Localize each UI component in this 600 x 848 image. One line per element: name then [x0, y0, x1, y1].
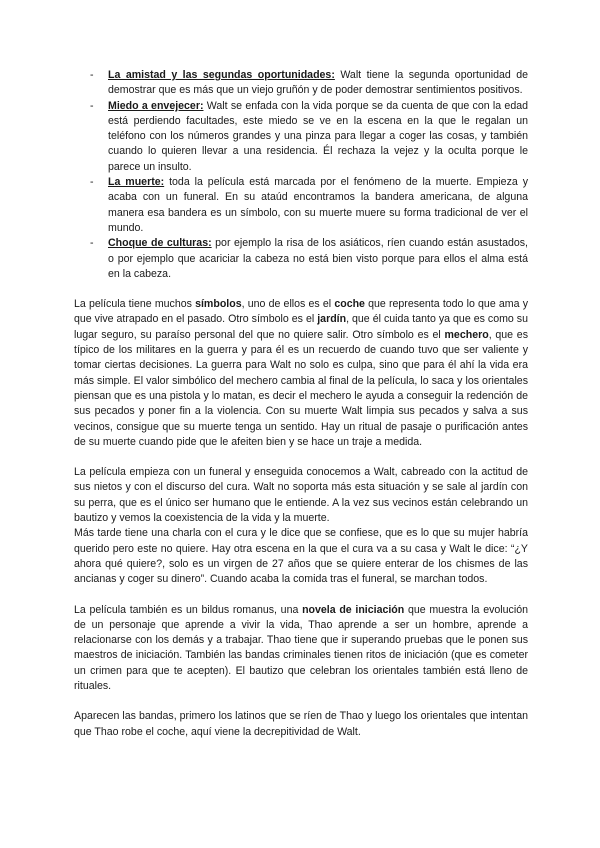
bullet-term: Miedo a envejecer:: [108, 99, 204, 112]
bullet-text: toda la película está marcada por el fenómeno de la muerte. Empieza y acaba con un funeral. En su ataúd encontramos la bandera americana, de alguna manera esa bandera es un símbolo, con su muerte muere su forma tradicional de ver el mundo.: [108, 176, 528, 234]
bullet-dash: -: [90, 99, 94, 112]
bullet-term: Choque de culturas:: [108, 237, 212, 250]
list-item: [74, 68, 528, 99]
paragraph-gangs: Aparecen las bandas, primero los latinos que se ríen de Thao y luego los orientales que intentan que Thao robe el coche, aquí viene la decrepitividad de Walt.: [74, 710, 528, 738]
bullet-term: La muerte:: [108, 176, 165, 189]
keyword-car: coche: [334, 298, 365, 311]
list-item: [74, 175, 528, 236]
keyword-symbols: símbolos: [195, 298, 242, 311]
keyword-lighter: mechero: [444, 328, 489, 341]
bullet-text: por ejemplo la risa de los asiáticos, ríen cuando están asustados, o por ejemplo que acariciar la cabeza no está bien visto porque para ellos el alma está en la cabeza.: [108, 237, 528, 280]
bullet-dash: -: [90, 237, 94, 250]
paragraph-funeral: La película empieza con un funeral y enseguida conocemos a Walt, cabreado con la actitud de sus nietos y con el discurso del cura. Walt no soporta más esta situación y se sale al jardín con su perra, que es el único ser humano que le entiende. A la vez sus vecinos están celebrando un bautizo y vemos la coexistencia de la vida y la muerte.: [74, 466, 528, 525]
keyword-initiation-novel: novela de iniciación: [302, 603, 405, 616]
document-body: [74, 68, 528, 740]
bullet-dash: -: [90, 176, 94, 189]
keyword-garden: jardín: [317, 313, 347, 326]
paragraph-priest: Más tarde tiene una charla con el cura y le dice que se confiese, que es lo que su mujer habría querido pero este no quiere. Hay otra escena en la que el cura va a su casa y Walt le dice: “¿Y ahora qué quiere?, solo es un virgen de 27 años que se quiere enterar de los chismes de las ancianas y coger su dinero”. Cuando acaba la comida tras el funeral, se marchan todos.: [74, 527, 528, 586]
bullet-text: Walt se enfada con la vida porque se da cuenta de que con la edad está perdiendo facultades, este miedo se ve en la escena en la que le regalan un teléfono con los números grandes y una pinza para llegar a coger las cosas, y también cuando lo quieren llevar a una residencia. Él rechaza la vejez y la oculta porque le parece un insulto.: [108, 99, 528, 173]
bullet-term: La amistad y las segundas oportunidades:: [108, 69, 335, 81]
themes-list: [74, 68, 528, 282]
list-item: [74, 99, 528, 175]
list-item: [74, 236, 528, 282]
paragraph-initiation: La película también es un bildus romanus, una novela de iniciación que muestra la evolución de un personaje que aprende a vivir la vida, Thao aprende a ser un hombre, aprende a relacionarse con los demás y a trabajar. Thao tiene que ir superando pruebas que le ponen sus maestros de iniciación. También las bandas criminales tienen ritos de iniciación (que es cometer un crimen para que te acepten). El bautizo que celebran los orientales también está lleno de rituales.: [74, 603, 528, 692]
paragraph-symbols: La película tiene muchos símbolos, uno de ellos es el coche que representa todo lo que ama y que vive atrapado en el pasado. Otro símbolo es el jardín, que él cuida tanto ya que es como su lugar seguro, su paraíso personal del que no quiere salir. Otro símbolo es el mechero, que es típico de los militares en la guerra y para él es un recuerdo de cuando tuvo que ser valiente y tomar ciertas decisiones. La guerra para Walt no solo es culpa, sino que para él ahí la vida era más simple. El valor simbólico del mechero cambia al final de la película, lo saca y los orientales piensan que es una pistola y lo matan, es decir el mechero le ayuda a conseguir la redención de sus pecados y poner fin a la violencia. Con su muerte Walt limpia sus pecados y salva a sus vecinos, consigue que su muerte tenga un sentido. Hay un ritual de pasaje o purificación antes de su muerte cuando pide que le afeiten bien y se hace un traje a medida.: [74, 298, 528, 448]
bullet-dash: -: [90, 69, 94, 81]
bullet-text: Walt tiene la segunda oportunidad de demostrar que es más que un viejo gruñón y de poder demostrar sentimientos positivos.: [108, 69, 529, 97]
